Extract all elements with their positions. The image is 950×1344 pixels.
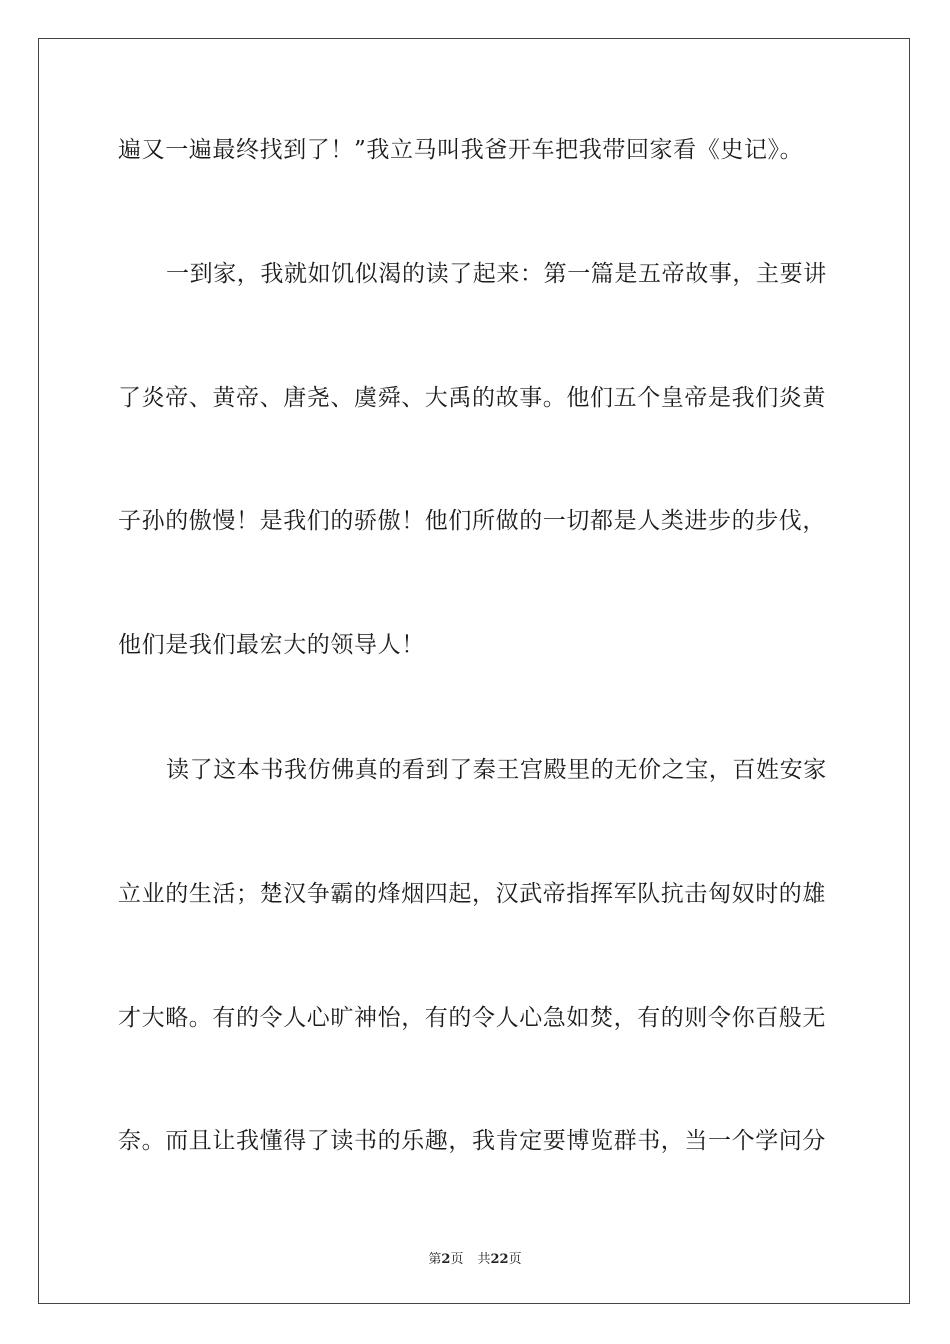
body-text-line: 一到家，我就如饥似渴的读了起来：第一篇是五帝故事，主要讲 xyxy=(166,261,827,287)
body-text-line: 奈。而且让我懂得了读书的乐趣，我肯定要博览群书，当一个学问分 xyxy=(118,1128,826,1154)
body-text-line: 了炎帝、黄帝、唐尧、虞舜、大禹的故事。他们五个皇帝是我们炎黄 xyxy=(118,385,826,411)
total-pages-prefix: 共 xyxy=(477,1252,491,1267)
total-pages-number: 22 xyxy=(490,1252,509,1267)
body-text-line: 子孙的傲慢！是我们的骄傲！他们所做的一切都是人类进步的步伐， xyxy=(118,508,826,534)
total-pages-suffix: 页 xyxy=(508,1252,522,1267)
body-text-line: 遍又一遍最终找到了！”我立马叫我爸开车把我带回家看《史记》。 xyxy=(118,137,804,163)
page-border xyxy=(38,38,910,1304)
body-text-line: 读了这本书我仿佛真的看到了秦王宫殿里的无价之宝，百姓安家 xyxy=(166,757,827,783)
body-text-line: 立业的生活；楚汉争霸的烽烟四起，汉武帝指挥军队抗击匈奴时的雄 xyxy=(118,881,826,907)
page-footer xyxy=(0,1248,950,1267)
page-number-prefix: 第 xyxy=(428,1252,442,1267)
page-number-suffix: 页 xyxy=(450,1252,464,1267)
body-text-line: 他们是我们最宏大的领导人！ xyxy=(118,632,425,658)
current-page-number: 2 xyxy=(441,1252,451,1267)
body-text-line: 才大略。有的令人心旷神怡，有的令人心急如焚，有的则令你百般无 xyxy=(118,1005,826,1031)
